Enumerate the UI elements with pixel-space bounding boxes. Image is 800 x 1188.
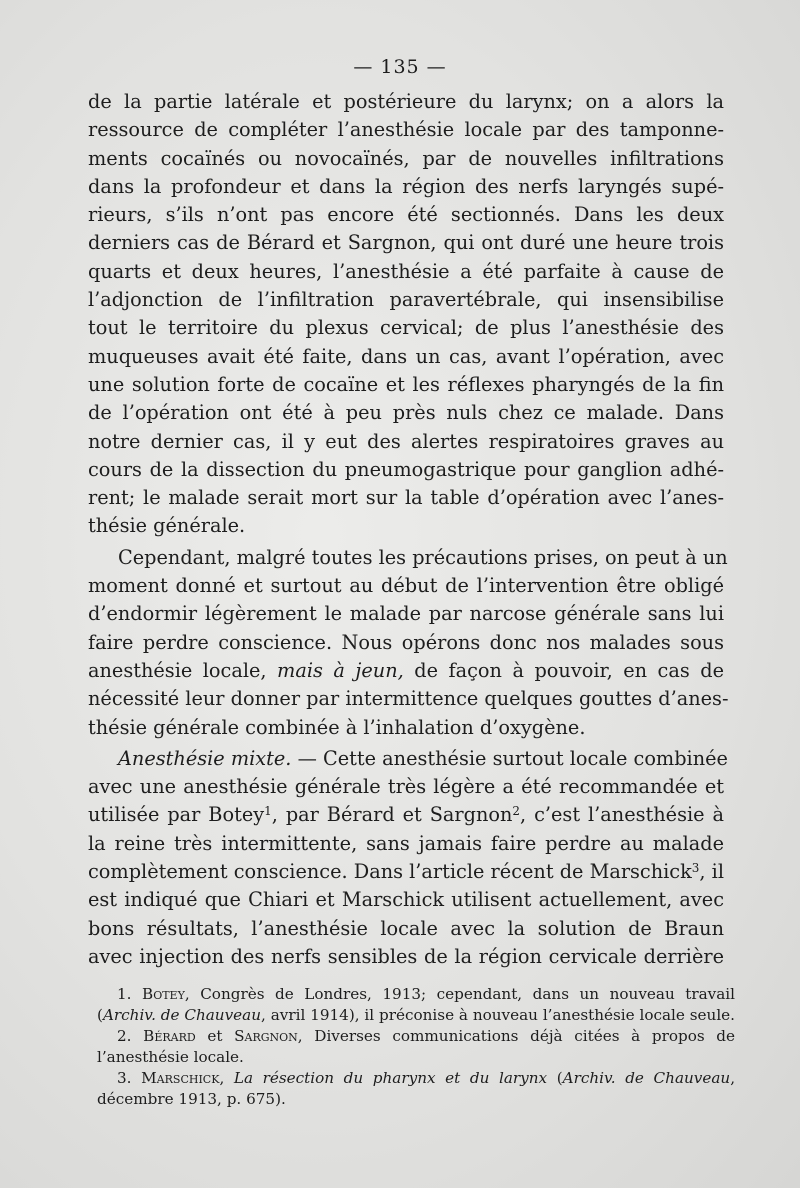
footnote-2-line-2: l’anesthésie locale. bbox=[97, 1048, 244, 1066]
text-segment: utilisée par Botey bbox=[88, 803, 265, 827]
text-line: de la partie latérale et postérieure du larynx; on a alors la bbox=[88, 90, 724, 113]
text-segment: ( bbox=[547, 1069, 563, 1087]
journal-title: Archiv. de Chauveau bbox=[102, 1006, 261, 1024]
journal-title: Archiv. de Chauveau bbox=[562, 1069, 731, 1087]
text-line: d’endormir légèrement le malade par narcose générale sans lui bbox=[88, 602, 724, 626]
paragraph-3 bbox=[88, 745, 728, 971]
text-line: tout le territoire du plexus cervical; de plus l’anesthésie des bbox=[88, 316, 724, 340]
footnote-author: Marschick bbox=[141, 1069, 220, 1087]
text-segment: et bbox=[195, 1027, 235, 1045]
footnote-1-line-2 bbox=[97, 1005, 735, 1026]
footnote-author: Sargnon bbox=[234, 1027, 298, 1045]
italic-emphasis: mais à jeun, bbox=[277, 658, 404, 682]
text-line: rieurs, s’ils n’ont pas encore été sectionnés. Dans les deux bbox=[88, 203, 724, 227]
text-segment: , par Bérard et Sargnon bbox=[271, 803, 513, 827]
text-line: moment donné et surtout au début de l’intervention être obligé bbox=[88, 574, 724, 598]
text-line: de l’opération ont été à peu près nuls chez ce malade. Dans bbox=[88, 401, 724, 425]
text-line: la reine très intermittente, sans jamais faire perdre au malade bbox=[88, 831, 724, 855]
text-line: faire perdre conscience. Nous opérons donc nos malades sous bbox=[88, 630, 724, 654]
paragraph-1 bbox=[88, 88, 724, 541]
text-segment: , c’est l’anesthésie à bbox=[520, 803, 724, 827]
text-line: thésie générale. bbox=[88, 514, 246, 538]
text-segment: anesthésie locale, bbox=[88, 658, 278, 682]
paragraph-2 bbox=[88, 544, 729, 742]
footnote-3-line-2: décembre 1913, p. 675). bbox=[97, 1090, 286, 1108]
footnote-ref: 3 bbox=[691, 861, 700, 876]
footnote-number: 3. bbox=[117, 1069, 132, 1087]
text-segment: , bbox=[219, 1069, 234, 1087]
text-line: ments cocaïnés ou novocaïnés, par de nouvelles infiltrations bbox=[88, 146, 724, 170]
text-segment: , bbox=[730, 1069, 736, 1087]
footnote-3 bbox=[97, 1068, 735, 1089]
footnote-1 bbox=[97, 984, 735, 1005]
article-title: La résection du pharynx et du larynx bbox=[233, 1069, 548, 1087]
section-heading: Anesthésie mixte. bbox=[118, 746, 292, 770]
text-line: cours de la dissection du pneumogastrique pour ganglion adhé- bbox=[88, 457, 724, 481]
text-line: thésie générale combinée à l’inhalation d’oxygène. bbox=[88, 715, 586, 739]
text-line: avec injection des nerfs sensibles de la région cervicale derrière bbox=[88, 944, 724, 968]
text-segment: de façon à pouvoir, en cas de bbox=[403, 658, 724, 682]
footnote-ref: 2 bbox=[512, 804, 521, 819]
text-line bbox=[88, 657, 724, 685]
text-line: dans la profondeur et dans la région des nerfs laryngés supé- bbox=[88, 174, 724, 198]
text-line bbox=[88, 858, 724, 886]
body-text bbox=[88, 88, 729, 971]
page-number: — 135 — bbox=[353, 56, 447, 78]
footnote-2 bbox=[97, 1026, 735, 1047]
text-segment: ( bbox=[97, 1006, 103, 1024]
footnotes bbox=[97, 984, 735, 1110]
text-segment: — Cette anesthésie surtout locale combinée bbox=[291, 746, 728, 770]
text-line bbox=[88, 801, 724, 829]
text-segment: , Diverses communications déjà citées à propos de bbox=[297, 1027, 735, 1045]
text-line: Cependant, malgré toutes les précautions prises, on peut à un bbox=[118, 545, 728, 569]
text-line: bons résultats, l’anesthésie locale avec la solution de Braun bbox=[88, 916, 724, 940]
text-line: rent; le malade serait mort sur la table d’opération avec l’anes- bbox=[88, 486, 724, 510]
text-line: ressource de compléter l’anesthésie locale par des tamponne- bbox=[88, 118, 724, 142]
text-segment: complètement conscience. Dans l’article récent de Marschick bbox=[88, 860, 692, 884]
text-line: derniers cas de Bérard et Sargnon, qui ont duré une heure trois bbox=[88, 231, 724, 255]
text-line: notre dernier cas, il y eut des alertes respiratoires graves au bbox=[88, 429, 724, 453]
text-line: l’adjonction de l’infiltration paravertébrale, qui insensibilise bbox=[88, 288, 724, 312]
text-segment: , Congrès de Londres, 1913; cependant, dans un nouveau travail bbox=[184, 985, 736, 1003]
footnote-ref: 1 bbox=[264, 804, 272, 819]
footnote-author: Bérard bbox=[143, 1027, 196, 1045]
text-line: muqueuses avait été faite, dans un cas, avant l’opération, avec bbox=[88, 344, 724, 368]
footnote-author: Botey bbox=[142, 985, 185, 1003]
text-line bbox=[88, 745, 728, 773]
text-line: nécessité leur donner par intermittence quelques gouttes d’anes- bbox=[88, 687, 729, 711]
text-segment: , avril 1914), il préconise à nouveau l’anesthésie locale seule. bbox=[261, 1006, 735, 1024]
text-segment: , il bbox=[699, 860, 724, 884]
text-line: une solution forte de cocaïne et les réflexes pharyngés de la fin bbox=[88, 372, 724, 396]
footnote-number: 2. bbox=[117, 1027, 132, 1045]
text-line: avec une anesthésie générale très légère a été recommandée et bbox=[88, 775, 724, 799]
text-line: est indiqué que Chiari et Marschick utilisent actuellement, avec bbox=[88, 888, 724, 912]
footnote-number: 1. bbox=[117, 985, 132, 1003]
text-line: quarts et deux heures, l’anesthésie a été parfaite à cause de bbox=[88, 259, 724, 283]
